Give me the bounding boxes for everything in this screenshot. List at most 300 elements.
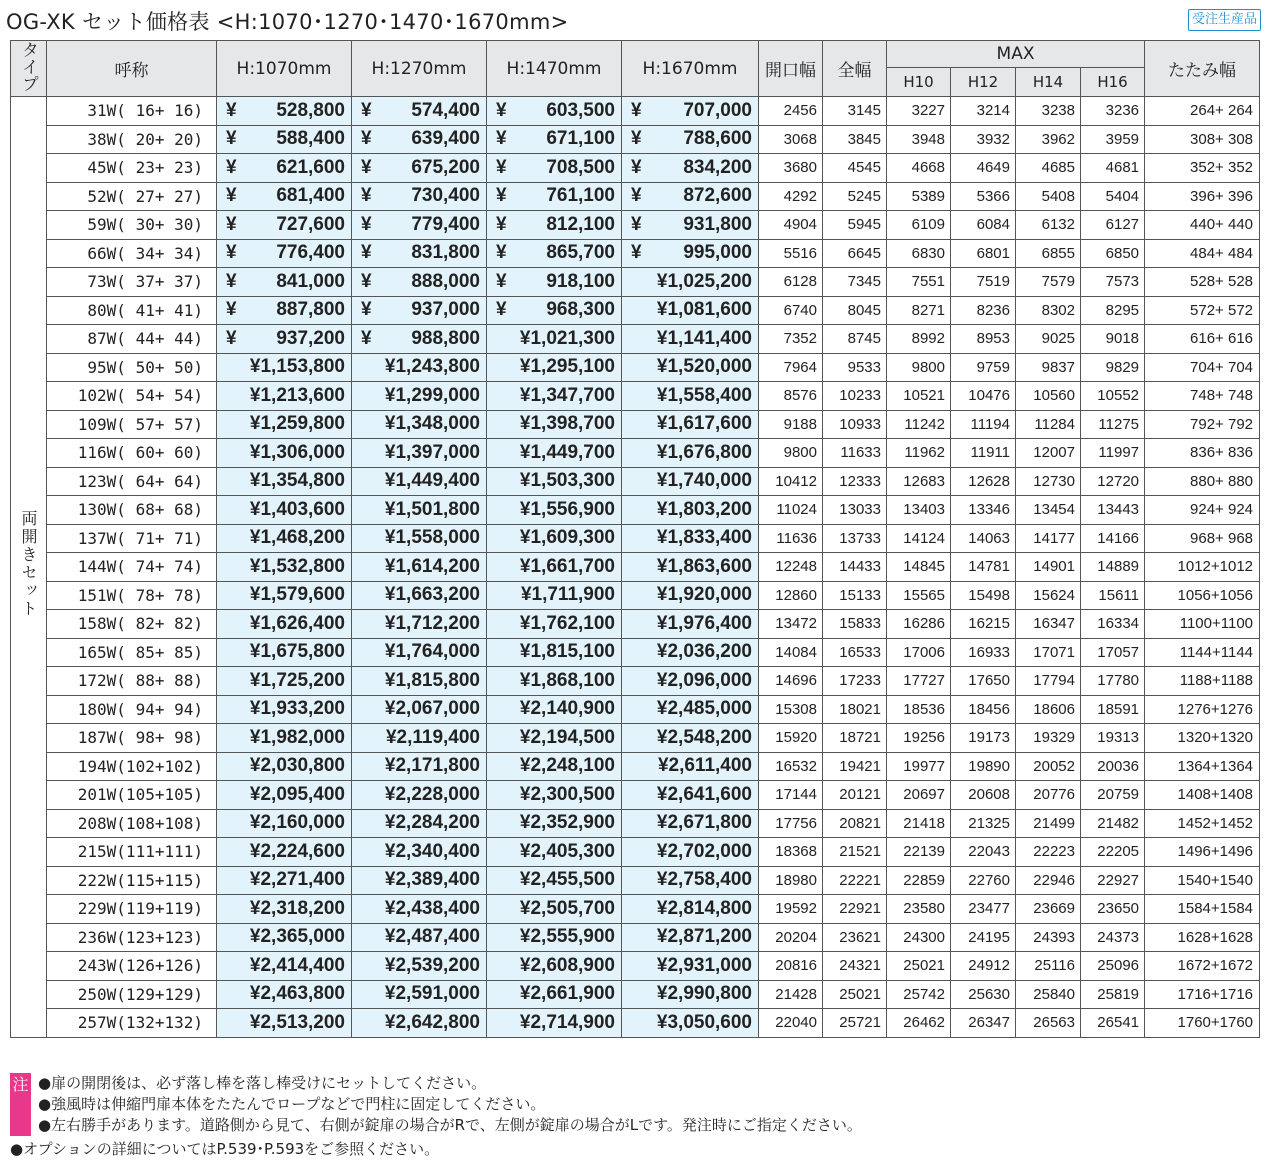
folded-width-cell: 1100+1100 (1145, 610, 1260, 639)
yen-symbol: ¥ (631, 99, 642, 121)
header-max-h16: H16 (1081, 68, 1145, 97)
price-value: 2,067,000 (395, 698, 480, 720)
max-h10-cell: 4668 (887, 154, 951, 183)
price-cell (487, 125, 622, 154)
price-cell (217, 182, 352, 211)
price-value: 1,558,000 (395, 527, 480, 549)
yen-symbol: ¥ (384, 356, 396, 378)
price-cell (217, 382, 352, 411)
max-h16-cell: 20036 (1081, 752, 1145, 781)
price-value: 937,200 (276, 327, 345, 349)
price-value: 671,100 (546, 128, 615, 150)
opening-width-cell: 8576 (759, 382, 823, 411)
folded-width-cell: 1496+1496 (1145, 838, 1260, 867)
max-h16-cell: 13443 (1081, 496, 1145, 525)
price-cell (487, 268, 622, 297)
price-cell (217, 923, 352, 952)
yen-symbol: ¥ (385, 726, 397, 748)
max-h14-cell: 4685 (1016, 154, 1081, 183)
table-row (11, 1009, 1260, 1038)
max-h16-cell: 4681 (1081, 154, 1145, 183)
max-h12-cell: 15498 (951, 581, 1016, 610)
price-cell (352, 667, 487, 696)
price-value: 872,600 (683, 185, 752, 207)
yen-symbol: ¥ (384, 897, 396, 919)
yen-symbol: ¥ (384, 527, 396, 549)
header-h1670: H:1670mm (622, 41, 759, 97)
yen-symbol: ¥ (656, 1011, 668, 1033)
yen-symbol: ¥ (249, 669, 261, 691)
price-cell (622, 182, 759, 211)
price-value: 2,591,000 (395, 983, 480, 1005)
yen-symbol: ¥ (656, 612, 668, 634)
total-width-cell: 18021 (823, 695, 887, 724)
price-value: 1,663,200 (395, 584, 480, 606)
price-cell (487, 97, 622, 126)
max-h14-cell: 6855 (1016, 239, 1081, 268)
table-row (11, 809, 1260, 838)
opening-width-cell: 12248 (759, 553, 823, 582)
price-cell (622, 553, 759, 582)
yen-symbol: ¥ (656, 498, 668, 520)
yen-symbol: ¥ (656, 555, 668, 577)
price-value: 1,449,400 (395, 470, 480, 492)
price-value: 1,833,400 (667, 527, 752, 549)
price-cell (622, 1009, 759, 1038)
row-name: 116W( 60+ 60) (47, 439, 217, 468)
row-name: 250W(129+129) (47, 980, 217, 1009)
yen-symbol: ¥ (361, 299, 372, 321)
price-cell (217, 895, 352, 924)
table-row (11, 866, 1260, 895)
header-type: タイプ (11, 41, 47, 97)
price-cell (352, 695, 487, 724)
table-row (11, 97, 1260, 126)
price-value: 931,800 (683, 213, 752, 235)
total-width-cell: 14433 (823, 553, 887, 582)
price-cell (622, 239, 759, 268)
price-cell (622, 838, 759, 867)
max-h10-cell: 24300 (887, 923, 951, 952)
yen-symbol: ¥ (519, 327, 531, 349)
price-cell (217, 553, 352, 582)
table-row (11, 382, 1260, 411)
opening-width-cell: 13472 (759, 610, 823, 639)
price-cell (352, 296, 487, 325)
max-h16-cell: 23650 (1081, 895, 1145, 924)
max-h14-cell: 22223 (1016, 838, 1081, 867)
yen-symbol: ¥ (656, 954, 668, 976)
yen-symbol: ¥ (384, 669, 396, 691)
max-h12-cell: 12628 (951, 467, 1016, 496)
price-table-wrapper (10, 40, 1260, 1038)
max-h14-cell: 14177 (1016, 524, 1081, 553)
opening-width-cell: 2456 (759, 97, 823, 126)
price-value: 2,642,800 (395, 1011, 480, 1033)
max-h12-cell: 5366 (951, 182, 1016, 211)
yen-symbol: ¥ (226, 242, 237, 264)
price-value: 1,468,200 (260, 527, 345, 549)
table-row (11, 553, 1260, 582)
yen-symbol: ¥ (249, 840, 261, 862)
price-value: 2,248,100 (530, 755, 615, 777)
price-cell (352, 638, 487, 667)
price-value: 918,100 (546, 270, 615, 292)
total-width-cell: 19421 (823, 752, 887, 781)
price-cell (622, 781, 759, 810)
price-cell (352, 239, 487, 268)
price-cell (217, 638, 352, 667)
yen-symbol: ¥ (519, 1011, 531, 1033)
opening-width-cell: 18368 (759, 838, 823, 867)
price-cell (352, 895, 487, 924)
yen-symbol: ¥ (656, 470, 668, 492)
yen-symbol: ¥ (249, 555, 261, 577)
yen-symbol: ¥ (656, 384, 668, 406)
max-h16-cell: 25096 (1081, 952, 1145, 981)
row-name: 194W(102+102) (47, 752, 217, 781)
price-cell (217, 752, 352, 781)
max-h16-cell: 10552 (1081, 382, 1145, 411)
yen-symbol: ¥ (656, 983, 668, 1005)
yen-symbol: ¥ (656, 840, 668, 862)
header-h1270: H:1270mm (352, 41, 487, 97)
price-cell (352, 154, 487, 183)
price-value: 1,306,000 (260, 441, 345, 463)
folded-width-cell: 528+ 528 (1145, 268, 1260, 297)
max-h14-cell: 23669 (1016, 895, 1081, 924)
price-value: 834,200 (683, 156, 752, 178)
max-h14-cell: 16347 (1016, 610, 1081, 639)
max-h12-cell: 22760 (951, 866, 1016, 895)
yen-symbol: ¥ (226, 270, 237, 292)
yen-symbol: ¥ (249, 498, 261, 520)
price-cell (487, 724, 622, 753)
price-value: 2,030,800 (260, 755, 345, 777)
price-value: 2,513,200 (260, 1011, 345, 1033)
price-value: 995,000 (683, 242, 752, 264)
price-value: 1,617,600 (667, 413, 752, 435)
max-h16-cell: 14166 (1081, 524, 1145, 553)
total-width-cell: 24321 (823, 952, 887, 981)
yen-symbol: ¥ (361, 213, 372, 235)
total-width-cell: 16533 (823, 638, 887, 667)
note-item: ●左右勝手があります。道路側から見て、右側が錠扉の場合がRで、左側が錠扉の場合がLです。発注時にご指定ください。 (38, 1116, 862, 1134)
price-cell (352, 353, 487, 382)
price-value: 2,340,400 (395, 840, 480, 862)
price-value: 681,400 (276, 185, 345, 207)
row-name: 158W( 82+ 82) (47, 610, 217, 639)
table-row (11, 439, 1260, 468)
yen-symbol: ¥ (519, 926, 531, 948)
price-cell (352, 496, 487, 525)
yen-symbol: ¥ (249, 983, 261, 1005)
price-value: 603,500 (546, 99, 615, 121)
price-cell (487, 952, 622, 981)
total-width-cell: 15133 (823, 581, 887, 610)
row-name: 80W( 41+ 41) (47, 296, 217, 325)
max-h10-cell: 25021 (887, 952, 951, 981)
opening-width-cell: 6740 (759, 296, 823, 325)
max-h14-cell: 17794 (1016, 667, 1081, 696)
price-cell (217, 325, 352, 354)
max-h10-cell: 11242 (887, 410, 951, 439)
row-name: 165W( 85+ 85) (47, 638, 217, 667)
price-value: 2,036,200 (667, 641, 752, 663)
table-row (11, 296, 1260, 325)
price-table (10, 40, 1260, 1038)
folded-width-cell: 1584+1584 (1145, 895, 1260, 924)
max-h10-cell: 13403 (887, 496, 951, 525)
row-name: 45W( 23+ 23) (47, 154, 217, 183)
price-value: 2,702,000 (667, 840, 752, 862)
price-cell (487, 809, 622, 838)
opening-width-cell: 22040 (759, 1009, 823, 1038)
table-row (11, 211, 1260, 240)
yen-symbol: ¥ (519, 555, 531, 577)
max-h12-cell: 22043 (951, 838, 1016, 867)
price-value: 1,803,200 (667, 498, 752, 520)
price-cell (217, 952, 352, 981)
yen-symbol: ¥ (656, 812, 668, 834)
max-h12-cell: 17650 (951, 667, 1016, 696)
price-value: 788,600 (683, 128, 752, 150)
max-h12-cell: 9759 (951, 353, 1016, 382)
max-h16-cell: 6850 (1081, 239, 1145, 268)
opening-width-cell: 15920 (759, 724, 823, 753)
folded-width-cell: 1540+1540 (1145, 866, 1260, 895)
max-h14-cell: 9837 (1016, 353, 1081, 382)
max-h14-cell: 17071 (1016, 638, 1081, 667)
price-value: 1,532,800 (260, 555, 345, 577)
opening-width-cell: 9800 (759, 439, 823, 468)
price-value: 1,661,700 (530, 555, 615, 577)
price-cell (352, 866, 487, 895)
price-value: 2,661,900 (530, 983, 615, 1005)
total-width-cell: 8745 (823, 325, 887, 354)
yen-symbol: ¥ (249, 869, 261, 891)
price-cell (352, 952, 487, 981)
price-value: 1,295,100 (530, 356, 615, 378)
price-value: 1,725,200 (260, 669, 345, 691)
price-cell (217, 838, 352, 867)
price-cell (352, 553, 487, 582)
yen-symbol: ¥ (519, 669, 531, 691)
yen-symbol: ¥ (361, 327, 372, 349)
folded-width-cell: 1188+1188 (1145, 667, 1260, 696)
price-cell (622, 638, 759, 667)
note-tag: 注 (10, 1073, 31, 1136)
table-row (11, 325, 1260, 354)
row-name: 151W( 78+ 78) (47, 581, 217, 610)
price-cell (217, 980, 352, 1009)
max-h14-cell: 3962 (1016, 125, 1081, 154)
folded-width-cell: 572+ 572 (1145, 296, 1260, 325)
price-cell (487, 410, 622, 439)
price-value: 841,000 (276, 270, 345, 292)
yen-symbol: ¥ (496, 185, 507, 207)
yen-symbol: ¥ (656, 527, 668, 549)
yen-symbol: ¥ (361, 99, 372, 121)
table-row (11, 752, 1260, 781)
max-h10-cell: 6109 (887, 211, 951, 240)
max-h10-cell: 8992 (887, 325, 951, 354)
price-value: 2,228,000 (395, 783, 480, 805)
price-value: 2,438,400 (395, 897, 480, 919)
opening-width-cell: 3680 (759, 154, 823, 183)
opening-width-cell: 20204 (759, 923, 823, 952)
yen-symbol: ¥ (519, 527, 531, 549)
table-row (11, 667, 1260, 696)
price-cell (217, 695, 352, 724)
yen-symbol: ¥ (519, 413, 531, 435)
max-h10-cell: 20697 (887, 781, 951, 810)
price-cell (487, 581, 622, 610)
yen-symbol: ¥ (656, 869, 668, 891)
folded-width-cell: 704+ 704 (1145, 353, 1260, 382)
price-cell (217, 353, 352, 382)
table-row (11, 638, 1260, 667)
price-cell (622, 325, 759, 354)
price-value: 2,271,400 (260, 869, 345, 891)
opening-width-cell: 18980 (759, 866, 823, 895)
price-value: 1,243,800 (395, 356, 480, 378)
yen-symbol: ¥ (384, 413, 396, 435)
price-value: 1,021,300 (530, 327, 615, 349)
yen-symbol: ¥ (519, 840, 531, 862)
price-cell (217, 97, 352, 126)
yen-symbol: ¥ (249, 527, 261, 549)
max-h10-cell: 14124 (887, 524, 951, 553)
yen-symbol: ¥ (384, 1011, 396, 1033)
yen-symbol: ¥ (361, 242, 372, 264)
price-value: 1,863,600 (667, 555, 752, 577)
max-h12-cell: 21325 (951, 809, 1016, 838)
max-h10-cell: 25742 (887, 980, 951, 1009)
price-cell (487, 923, 622, 952)
yen-symbol: ¥ (384, 783, 396, 805)
opening-width-cell: 16532 (759, 752, 823, 781)
price-cell (487, 752, 622, 781)
price-value: 812,100 (546, 213, 615, 235)
max-h10-cell: 19977 (887, 752, 951, 781)
yen-symbol: ¥ (249, 926, 261, 948)
table-row (11, 467, 1260, 496)
max-h16-cell: 17057 (1081, 638, 1145, 667)
max-h14-cell: 7579 (1016, 268, 1081, 297)
max-h14-cell: 22946 (1016, 866, 1081, 895)
price-cell (352, 268, 487, 297)
price-cell (217, 1009, 352, 1038)
price-cell (622, 97, 759, 126)
price-value: 2,096,000 (667, 669, 752, 691)
opening-width-cell: 10412 (759, 467, 823, 496)
opening-width-cell: 4292 (759, 182, 823, 211)
price-value: 988,800 (411, 327, 480, 349)
row-name: 123W( 64+ 64) (47, 467, 217, 496)
price-cell (352, 781, 487, 810)
total-width-cell: 5945 (823, 211, 887, 240)
price-value: 1,579,600 (260, 584, 345, 606)
price-value: 574,400 (411, 99, 480, 121)
yen-symbol: ¥ (656, 726, 668, 748)
table-row (11, 610, 1260, 639)
yen-symbol: ¥ (519, 983, 531, 1005)
price-cell (352, 724, 487, 753)
max-h12-cell: 8953 (951, 325, 1016, 354)
yen-symbol: ¥ (656, 641, 668, 663)
opening-width-cell: 21428 (759, 980, 823, 1009)
price-cell (487, 211, 622, 240)
max-h14-cell: 3238 (1016, 97, 1081, 126)
total-width-cell: 18721 (823, 724, 887, 753)
price-cell (352, 467, 487, 496)
price-cell (622, 268, 759, 297)
yen-symbol: ¥ (656, 897, 668, 919)
max-h14-cell: 24393 (1016, 923, 1081, 952)
opening-width-cell: 7352 (759, 325, 823, 354)
total-width-cell: 13033 (823, 496, 887, 525)
yen-symbol: ¥ (519, 384, 531, 406)
yen-symbol: ¥ (249, 413, 261, 435)
row-name: 137W( 71+ 71) (47, 524, 217, 553)
yen-symbol: ¥ (361, 128, 372, 150)
row-name: 38W( 20+ 20) (47, 125, 217, 154)
price-value: 621,600 (276, 156, 345, 178)
total-width-cell: 22921 (823, 895, 887, 924)
price-value: 2,671,800 (667, 812, 752, 834)
yen-symbol: ¥ (249, 470, 261, 492)
price-value: 831,800 (411, 242, 480, 264)
folded-width-cell: 484+ 484 (1145, 239, 1260, 268)
table-row (11, 980, 1260, 1009)
price-cell (487, 439, 622, 468)
max-h12-cell: 23477 (951, 895, 1016, 924)
opening-width-cell: 17144 (759, 781, 823, 810)
folded-width-cell: 836+ 836 (1145, 439, 1260, 468)
row-name: 201W(105+105) (47, 781, 217, 810)
max-h14-cell: 9025 (1016, 325, 1081, 354)
table-row (11, 724, 1260, 753)
yen-symbol: ¥ (496, 156, 507, 178)
price-cell (487, 154, 622, 183)
price-cell (622, 125, 759, 154)
price-value: 1,868,100 (530, 669, 615, 691)
row-name: 73W( 37+ 37) (47, 268, 217, 297)
yen-symbol: ¥ (384, 840, 396, 862)
folded-width-cell: 1452+1452 (1145, 809, 1260, 838)
price-cell (487, 781, 622, 810)
yen-symbol: ¥ (226, 213, 237, 235)
price-value: 776,400 (276, 242, 345, 264)
price-value: 727,600 (276, 213, 345, 235)
total-width-cell: 15833 (823, 610, 887, 639)
max-h12-cell: 16933 (951, 638, 1016, 667)
price-value: 1,920,000 (667, 584, 752, 606)
yen-symbol: ¥ (226, 299, 237, 321)
total-width-cell: 3145 (823, 97, 887, 126)
price-cell (352, 325, 487, 354)
yen-symbol: ¥ (496, 270, 507, 292)
row-name: 52W( 27+ 27) (47, 182, 217, 211)
price-cell (622, 923, 759, 952)
max-h12-cell: 11194 (951, 410, 1016, 439)
max-h16-cell: 17780 (1081, 667, 1145, 696)
row-name: 236W(123+123) (47, 923, 217, 952)
total-width-cell: 12333 (823, 467, 887, 496)
max-h12-cell: 20608 (951, 781, 1016, 810)
price-cell (487, 296, 622, 325)
